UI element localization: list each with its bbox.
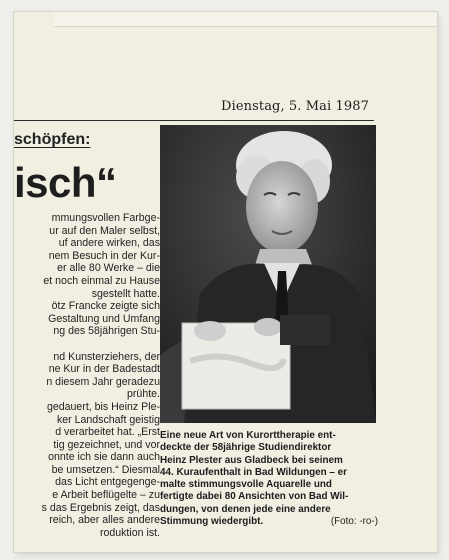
- article-kicker: schöpfen:: [14, 131, 91, 148]
- caption-line: fertigte dabei 80 Ansichten von Bad Wil-: [160, 491, 349, 503]
- body-line: s das Ergebnis zeigt, das: [41, 501, 160, 514]
- body-line: d verarbeitet hat. „Erst: [55, 426, 160, 439]
- body-line: ne Kur in der Badestadt: [48, 363, 160, 376]
- body-line: be umsetzen.“ Diesmal: [51, 463, 160, 476]
- body-line: et noch einmal zu Hause: [43, 274, 160, 287]
- body-line: mmungsvollen Farbge-: [51, 212, 160, 224]
- caption-line: deckte der 58jährige Studiendirektor: [160, 442, 332, 454]
- body-line: ötz Francke zeigte sich: [51, 300, 160, 313]
- body-line: uf andere wirken, das: [58, 237, 160, 250]
- caption-line: malte stimmungsvolle Aquarelle und: [160, 479, 332, 491]
- body-line: gedauert, bis Heinz Ple-: [46, 400, 160, 413]
- body-line: das Licht entgegenge-: [55, 476, 160, 489]
- caption-line: [160, 516, 378, 528]
- caption-line: 44. Kuraufenthalt in Bad Wildungen – er: [160, 466, 348, 478]
- body-line: ng des 58jährigen Stu-: [53, 325, 160, 338]
- body-line: prühte.: [127, 388, 160, 401]
- article-body: [14, 212, 160, 539]
- body-line: tig gezeichnet, und vor: [53, 438, 160, 451]
- article-headline: isch“: [14, 159, 117, 206]
- body-line: roduktion ist.: [99, 526, 160, 539]
- portrait-photo: [160, 125, 376, 423]
- newspaper-clipping: [14, 12, 437, 552]
- caption-line: dungen, von denen jede eine andere: [160, 503, 331, 515]
- header-rule: [14, 120, 374, 121]
- photo-credit: (Foto: -ro-): [330, 516, 378, 528]
- body-line: ur auf den Maler selbst,: [49, 224, 160, 237]
- caption-line: Heinz Plester aus Gladbeck bei seinem: [160, 454, 343, 466]
- article-photo: [160, 125, 376, 423]
- body-line: er alle 80 Werke – die: [57, 262, 160, 275]
- body-line: [14, 338, 160, 351]
- caption-line: Eine neue Art von Kurorttherapie ent-: [160, 430, 336, 441]
- paper-fold: [54, 12, 437, 27]
- body-line: reich, aber alles andere: [49, 514, 160, 527]
- body-line: nem Besuch in der Kur-: [48, 249, 160, 262]
- body-line: e Arbeit beflügelte – zu: [52, 489, 160, 502]
- photo-caption: [160, 430, 378, 528]
- caption-last-text: Stimmung wiedergibt.: [160, 516, 264, 528]
- body-line: n diesem Jahr geradezu: [46, 375, 160, 388]
- body-line: sgestellt hatte.: [91, 287, 160, 300]
- issue-date: Dienstag, 5. Mai 1987: [221, 99, 369, 114]
- body-line: nd Kunsterziehers, der: [53, 350, 160, 363]
- body-line: ker Landschaft geistig: [56, 413, 160, 426]
- body-line: Gestaltung und Umfang: [48, 312, 160, 325]
- body-line: onnte ich sie dann auch: [48, 451, 160, 464]
